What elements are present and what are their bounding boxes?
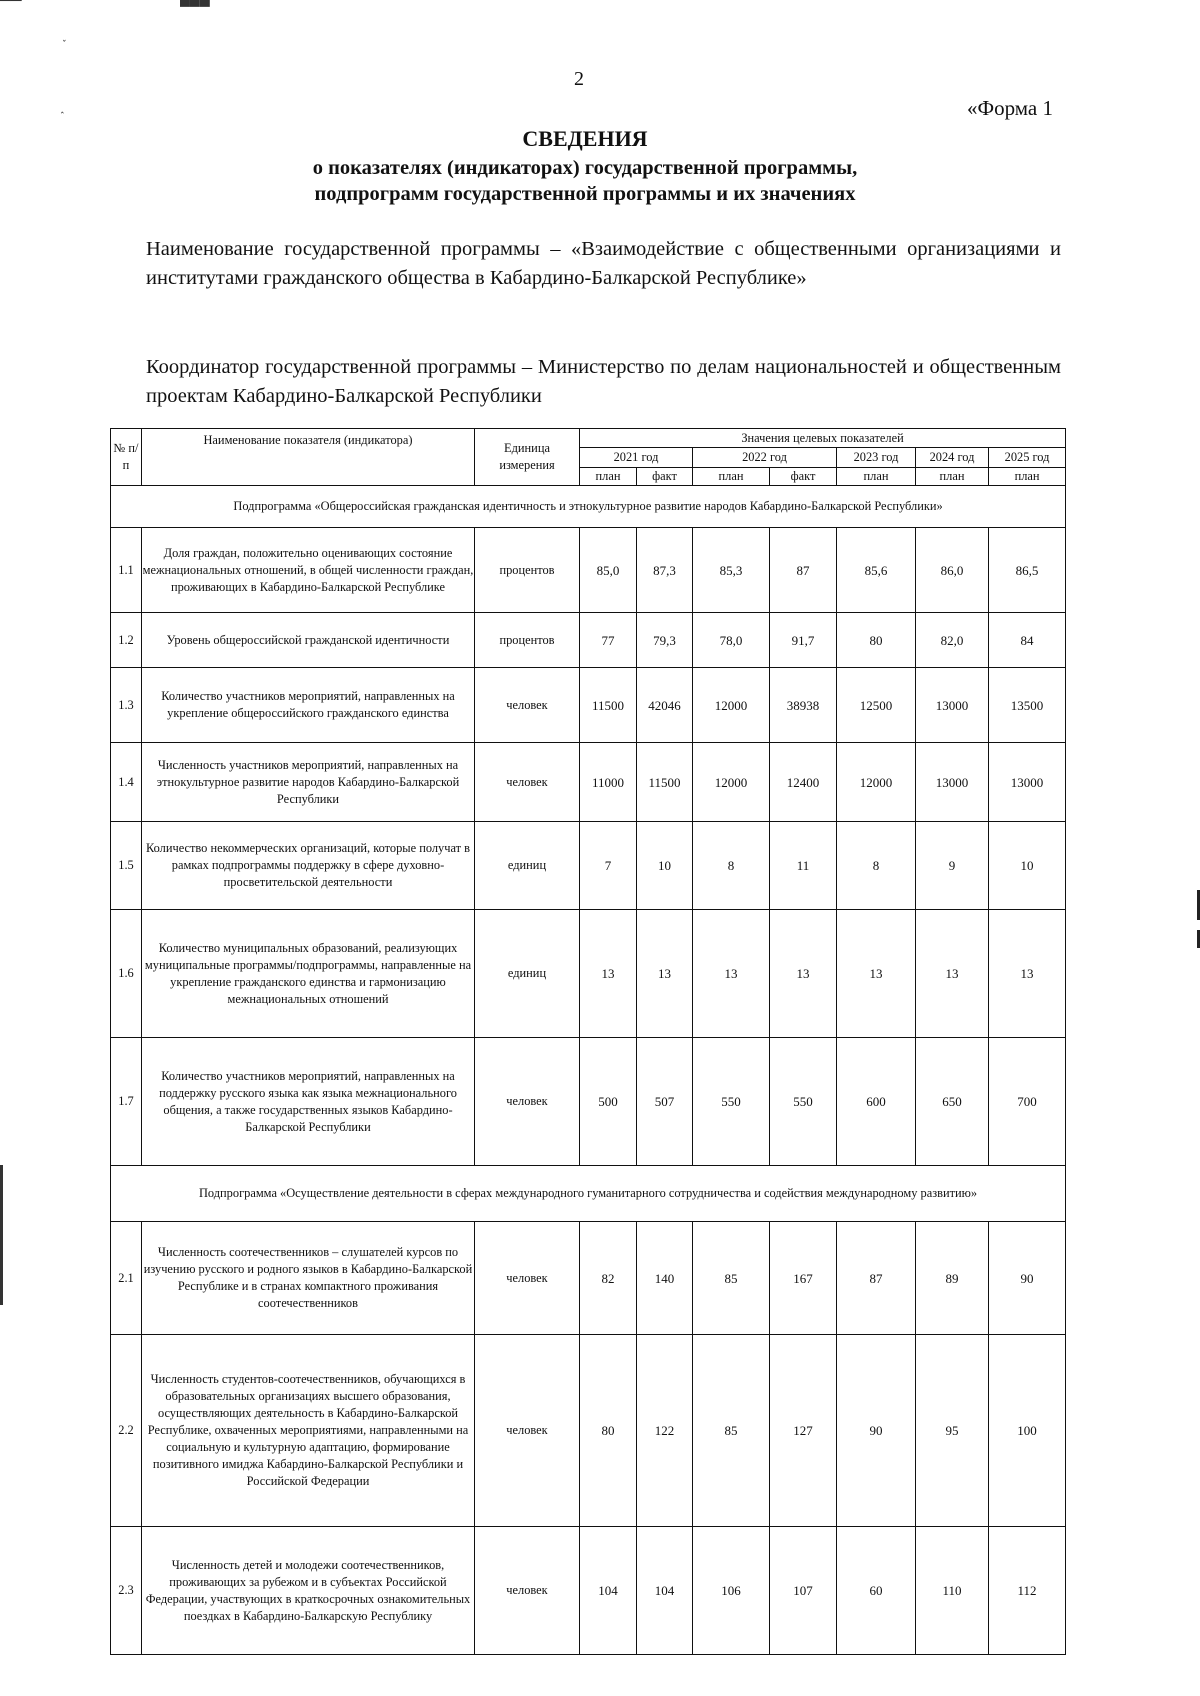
value-cell: 60 xyxy=(837,1527,916,1655)
indicators-table xyxy=(110,428,1066,1655)
indicator-unit: человек xyxy=(475,1038,580,1166)
row-number: 1.5 xyxy=(111,822,142,910)
indicator-name: Количество участников мероприятий, направленных на поддержку русского языка как языка межнационального общения, а также государственных языков Кабардино-Балкарской Республики xyxy=(142,1038,475,1166)
row-number: 1.4 xyxy=(111,743,142,822)
value-cell: 11000 xyxy=(580,743,637,822)
row-number: 1.7 xyxy=(111,1038,142,1166)
header-year: 2023 год xyxy=(837,448,916,468)
header-fact: факт xyxy=(770,468,837,486)
value-cell: 80 xyxy=(580,1335,637,1527)
indicator-unit: процентов xyxy=(475,528,580,613)
header-plan: план xyxy=(916,468,989,486)
indicator-name: Численность детей и молодежи соотечественников, проживающих за рубежом и в субъектах Российской Федерации, участвующих в краткосрочных ознакомительных поездках в Кабардино-Балкарскую Республику xyxy=(142,1527,475,1655)
value-cell: 86,0 xyxy=(916,528,989,613)
header-fact: факт xyxy=(637,468,693,486)
program-name: Наименование государственной программы – «Взаимодействие с общественными организациями и институтами гражданского общества в Кабардино-Балкарской Республике» xyxy=(146,238,1061,289)
value-cell: 85,6 xyxy=(837,528,916,613)
value-cell: 13 xyxy=(770,910,837,1038)
indicator-unit: человек xyxy=(475,1222,580,1335)
value-cell: 12000 xyxy=(837,743,916,822)
value-cell: 12000 xyxy=(693,743,770,822)
value-cell: 12000 xyxy=(693,668,770,743)
value-cell: 77 xyxy=(580,613,637,668)
scan-artifact: ▀▀▀ xyxy=(180,0,210,15)
value-cell: 85 xyxy=(693,1335,770,1527)
value-cell: 104 xyxy=(580,1527,637,1655)
value-cell: 95 xyxy=(916,1335,989,1527)
value-cell: 13 xyxy=(693,910,770,1038)
value-cell: 87 xyxy=(837,1222,916,1335)
indicator-name: Доля граждан, положительно оценивающих состояние межнациональных отношений, в общей численности граждан, проживающих в Кабардино-Балкарской Республике xyxy=(142,528,475,613)
value-cell: 140 xyxy=(637,1222,693,1335)
value-cell: 650 xyxy=(916,1038,989,1166)
header-values-group: Значения целевых показателей xyxy=(580,429,1066,448)
value-cell: 500 xyxy=(580,1038,637,1166)
header-plan: план xyxy=(580,468,637,486)
value-cell: 13000 xyxy=(989,743,1066,822)
value-cell: 7 xyxy=(580,822,637,910)
value-cell: 122 xyxy=(637,1335,693,1527)
scan-artifact: ˯ xyxy=(62,28,67,43)
indicator-unit: человек xyxy=(475,1335,580,1527)
value-cell: 8 xyxy=(693,822,770,910)
value-cell: 13 xyxy=(916,910,989,1038)
value-cell: 86,5 xyxy=(989,528,1066,613)
value-cell: 550 xyxy=(770,1038,837,1166)
row-number: 2.2 xyxy=(111,1335,142,1527)
indicator-name: Численность участников мероприятий, направленных на этнокультурное развитие народов Кабардино-Балкарской Республики xyxy=(142,743,475,822)
value-cell: 82,0 xyxy=(916,613,989,668)
indicator-name: Количество муниципальных образований, реализующих муниципальные программы/подпрограммы, направленные на укрепление гражданского единства и гармонизацию межнациональных отношений xyxy=(142,910,475,1038)
value-cell: 42046 xyxy=(637,668,693,743)
header-year: 2025 год xyxy=(989,448,1066,468)
value-cell: 507 xyxy=(637,1038,693,1166)
indicator-name: Количество участников мероприятий, направленных на укрепление общероссийского гражданского единства xyxy=(142,668,475,743)
page-number: 2 xyxy=(574,68,584,90)
header-plan: план xyxy=(989,468,1066,486)
value-cell: 110 xyxy=(916,1527,989,1655)
indicator-unit: человек xyxy=(475,743,580,822)
value-cell: 13 xyxy=(989,910,1066,1038)
row-number: 1.6 xyxy=(111,910,142,1038)
value-cell: 550 xyxy=(693,1038,770,1166)
value-cell: 9 xyxy=(916,822,989,910)
value-cell: 85 xyxy=(693,1222,770,1335)
scan-edge xyxy=(0,1165,3,1305)
value-cell: 84 xyxy=(989,613,1066,668)
row-number: 2.1 xyxy=(111,1222,142,1335)
value-cell: 106 xyxy=(693,1527,770,1655)
header-plan: план xyxy=(693,468,770,486)
value-cell: 80 xyxy=(837,613,916,668)
value-cell: 700 xyxy=(989,1038,1066,1166)
value-cell: 13 xyxy=(580,910,637,1038)
value-cell: 10 xyxy=(989,822,1066,910)
value-cell: 82 xyxy=(580,1222,637,1335)
value-cell: 11 xyxy=(770,822,837,910)
indicator-unit: человек xyxy=(475,668,580,743)
value-cell: 167 xyxy=(770,1222,837,1335)
value-cell: 87 xyxy=(770,528,837,613)
value-cell: 90 xyxy=(837,1335,916,1527)
header-unit: Единица измерения xyxy=(475,429,580,486)
value-cell: 90 xyxy=(989,1222,1066,1335)
value-cell: 89 xyxy=(916,1222,989,1335)
value-cell: 11500 xyxy=(580,668,637,743)
form-label: «Форма 1 xyxy=(967,96,1053,120)
subprogram-heading: Подпрограмма «Осуществление деятельности в сферах международного гуманитарного сотрудничества и содействия международному развитию» xyxy=(111,1166,1066,1222)
value-cell: 11500 xyxy=(637,743,693,822)
header-year: 2022 год xyxy=(693,448,837,468)
row-number: 1.2 xyxy=(111,613,142,668)
header-year: 2021 год xyxy=(580,448,693,468)
row-number: 1.1 xyxy=(111,528,142,613)
value-cell: 10 xyxy=(637,822,693,910)
program-coordinator: Координатор государственной программы – Министерство по делам национальностей и общественным проектам Кабардино-Балкарской Республики xyxy=(146,356,1061,407)
value-cell: 13000 xyxy=(916,743,989,822)
scan-artifact: ▔▔ xyxy=(0,1,22,16)
indicator-name: Уровень общероссийской гражданской идентичности xyxy=(142,613,475,668)
value-cell: 112 xyxy=(989,1527,1066,1655)
value-cell: 78,0 xyxy=(693,613,770,668)
indicator-unit: единиц xyxy=(475,910,580,1038)
scan-artifact: ˰ xyxy=(60,100,65,115)
indicator-unit: процентов xyxy=(475,613,580,668)
value-cell: 13000 xyxy=(916,668,989,743)
value-cell: 91,7 xyxy=(770,613,837,668)
value-cell: 87,3 xyxy=(637,528,693,613)
value-cell: 104 xyxy=(637,1527,693,1655)
header-plan: план xyxy=(837,468,916,486)
header-name: Наименование показателя (индикатора) xyxy=(142,429,475,486)
indicator-unit: единиц xyxy=(475,822,580,910)
value-cell: 12500 xyxy=(837,668,916,743)
value-cell: 13 xyxy=(837,910,916,1038)
row-number: 2.3 xyxy=(111,1527,142,1655)
value-cell: 127 xyxy=(770,1335,837,1527)
indicator-name: Численность студентов-соотечественников, обучающихся в образовательных организациях высшего образования, осуществляющих деятельность в Кабардино-Балкарской Республике, охваченных мероприятиями, направленными на социальную и культурную адаптацию, формирование позитивного имиджа Кабардино-Балкарской Республики и Российской Федерации xyxy=(142,1335,475,1527)
document-subtitle-line1: о показателях (индикаторах) государственной программы, xyxy=(312,157,858,179)
value-cell: 100 xyxy=(989,1335,1066,1527)
indicator-unit: человек xyxy=(475,1527,580,1655)
value-cell: 13 xyxy=(637,910,693,1038)
value-cell: 13500 xyxy=(989,668,1066,743)
value-cell: 107 xyxy=(770,1527,837,1655)
value-cell: 600 xyxy=(837,1038,916,1166)
indicator-name: Количество некоммерческих организаций, которые получат в рамках подпрограммы поддержку в сфере духовно-просветительской деятельности xyxy=(142,822,475,910)
value-cell: 79,3 xyxy=(637,613,693,668)
row-number: 1.3 xyxy=(111,668,142,743)
header-year: 2024 год xyxy=(916,448,989,468)
value-cell: 85,0 xyxy=(580,528,637,613)
value-cell: 12400 xyxy=(770,743,837,822)
value-cell: 38938 xyxy=(770,668,837,743)
value-cell: 8 xyxy=(837,822,916,910)
value-cell: 85,3 xyxy=(693,528,770,613)
header-num: № п/п xyxy=(111,429,142,486)
subprogram-heading: Подпрограмма «Общероссийская гражданская идентичность и этнокультурное развитие народов Кабардино-Балкарской Республики» xyxy=(111,486,1066,528)
document-subtitle-line2: подпрограмм государственной программы и их значениях xyxy=(314,183,856,205)
indicator-name: Численность соотечественников – слушателей курсов по изучению русского и родного языков в Кабардино-Балкарской Республике и в странах компактного проживания соотечественников xyxy=(142,1222,475,1335)
document-title: СВЕДЕНИЯ xyxy=(522,126,648,151)
